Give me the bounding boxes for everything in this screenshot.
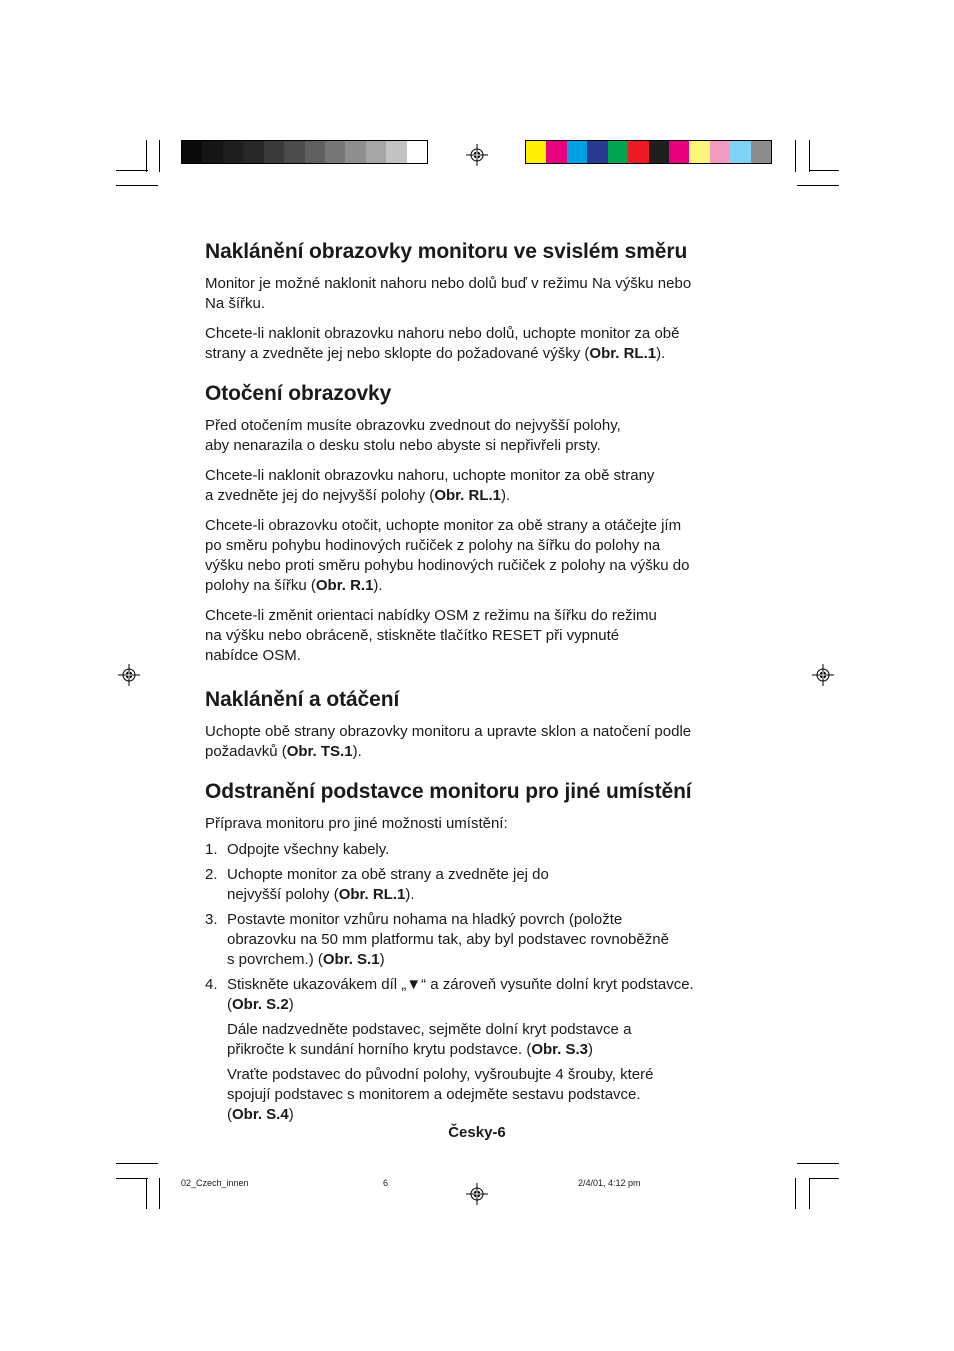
color-swatch <box>710 141 730 163</box>
color-bar <box>525 140 772 164</box>
step-4-continuation <box>205 1020 765 1125</box>
color-swatch <box>730 141 750 163</box>
slug-date: 2/4/01, 4:12 pm <box>578 1178 641 1188</box>
list-item: 4. Stiskněte ukazovákem díl „▼“ a zároveň vysuňte dolní kryt podstavce. (Obr. S.2) <box>205 976 694 1013</box>
gray-swatch <box>305 141 325 163</box>
section-title: Naklánění a otáčení <box>205 688 400 711</box>
color-swatch <box>669 141 689 163</box>
registration-mark-top-icon <box>466 144 488 166</box>
gray-swatch <box>202 141 222 163</box>
paragraph: Chcete-li naklonit obrazovku nahoru, uchopte monitor za obě strany a zvedněte jej do nejvyšší polohy (Obr. RL.1). <box>205 467 655 504</box>
color-swatch <box>526 141 546 163</box>
figure-ref: Obr. S.4 <box>232 1106 289 1123</box>
paragraph: Chcete-li obrazovku otočit, uchopte monitor za obě strany a otáčejte jím po směru pohybu hodinových ručiček z polohy na šířku do polohy na výšku nebo proti směru pohybu hodinových ručiček z polohy na výšku do polohy na šířku (Obr. R.1). <box>205 517 690 594</box>
gray-swatch <box>386 141 406 163</box>
gray-swatch <box>366 141 386 163</box>
registration-mark-left-icon <box>118 664 140 686</box>
gray-swatch <box>223 141 243 163</box>
color-swatch <box>689 141 709 163</box>
registration-mark-bottom-icon <box>466 1183 488 1205</box>
slug-filename: 02_Czech_innen <box>181 1178 249 1188</box>
paragraph: Vraťte podstavec do původní polohy, vyšroubujte 4 šrouby, které spojují podstavec s monitorem a odejměte sestavu podstavce. (Obr. S.4) <box>227 1066 654 1123</box>
steps-list <box>205 840 765 1015</box>
figure-ref: Obr. S.1 <box>322 951 380 968</box>
color-swatch <box>567 141 587 163</box>
color-swatch <box>546 141 566 163</box>
section-title: Naklánění obrazovky monitoru ve svislém směru <box>205 240 688 263</box>
paragraph: Chcete-li naklonit obrazovku nahoru nebo dolů, uchopte monitor za obě strany a zvedněte jej nebo sklopte do požadované výšky (Obr. RL.1). <box>205 325 680 362</box>
figure-ref: Obr. S.3 <box>531 1041 589 1058</box>
paragraph: Chcete-li změnit orientaci nabídky OSM z režimu na šířku do režimu na výšku nebo obráceně, stiskněte tlačítko RESET při vypnuté nabídce OSM. <box>205 607 657 664</box>
gray-swatch <box>345 141 365 163</box>
figure-ref: Obr. RL.1 <box>434 487 501 504</box>
gray-swatch <box>243 141 263 163</box>
color-swatch <box>587 141 607 163</box>
figure-ref: Obr. TS.1 <box>286 743 353 760</box>
section-remove-stand <box>205 778 765 1125</box>
gray-swatch <box>284 141 304 163</box>
figure-ref: Obr. RL.1 <box>589 345 657 362</box>
color-swatch <box>608 141 628 163</box>
section-rotate <box>205 380 765 666</box>
gray-swatch <box>182 141 202 163</box>
paragraph: Uchopte obě strany obrazovky monitoru a upravte sklon a natočení podle požadavků (Obr. TS.1). <box>205 723 692 760</box>
page-content <box>205 238 765 1135</box>
color-swatch <box>649 141 669 163</box>
figure-ref: Obr. S.2 <box>232 996 289 1013</box>
registration-mark-right-icon <box>812 664 834 686</box>
figure-ref: Obr. R.1 <box>315 577 374 594</box>
list-item: 2. Uchopte monitor za obě strany a zvedněte jej do nejvyšší polohy (Obr. RL.1). <box>205 866 549 903</box>
paragraph: Monitor je možné naklonit nahoru nebo dolů buď v režimu Na výšku nebo Na šířku. <box>205 275 692 312</box>
color-swatch <box>628 141 648 163</box>
section-title: Otočení obrazovky <box>205 382 392 405</box>
slug-page: 6 <box>383 1178 389 1188</box>
paragraph: Dále nadzvedněte podstavec, sejměte dolní kryt podstavce a přikročte k sundání horního krytu podstavce. (Obr. S.3) <box>227 1021 632 1058</box>
grayscale-bar <box>181 140 428 164</box>
gray-swatch <box>407 141 427 163</box>
section-title: Odstranění podstavce monitoru pro jiné umístění <box>205 780 692 803</box>
section-tilt-vertical <box>205 238 765 364</box>
intro-text: Příprava monitoru pro jiné možnosti umístění: <box>205 815 508 832</box>
list-item: 3. Postavte monitor vzhůru nohama na hladký povrch (položte obrazovku na 50 mm platformu tak, aby byl podstavec rovnoběžně s povrchem.) (Obr. S.1) <box>205 911 669 968</box>
gray-swatch <box>325 141 345 163</box>
page-number-label: Česky-6 <box>448 1124 506 1141</box>
gray-swatch <box>264 141 284 163</box>
figure-ref: Obr. RL.1 <box>338 886 406 903</box>
color-swatch <box>751 141 771 163</box>
section-tilt-swivel <box>205 686 765 762</box>
paragraph: Před otočením musíte obrazovku zvednout do nejvyšší polohy, aby nenarazila o desku stolu nebo abyste si nepřivřeli prsty. <box>205 417 621 454</box>
list-item: 1. Odpojte všechny kabely. <box>205 841 390 858</box>
